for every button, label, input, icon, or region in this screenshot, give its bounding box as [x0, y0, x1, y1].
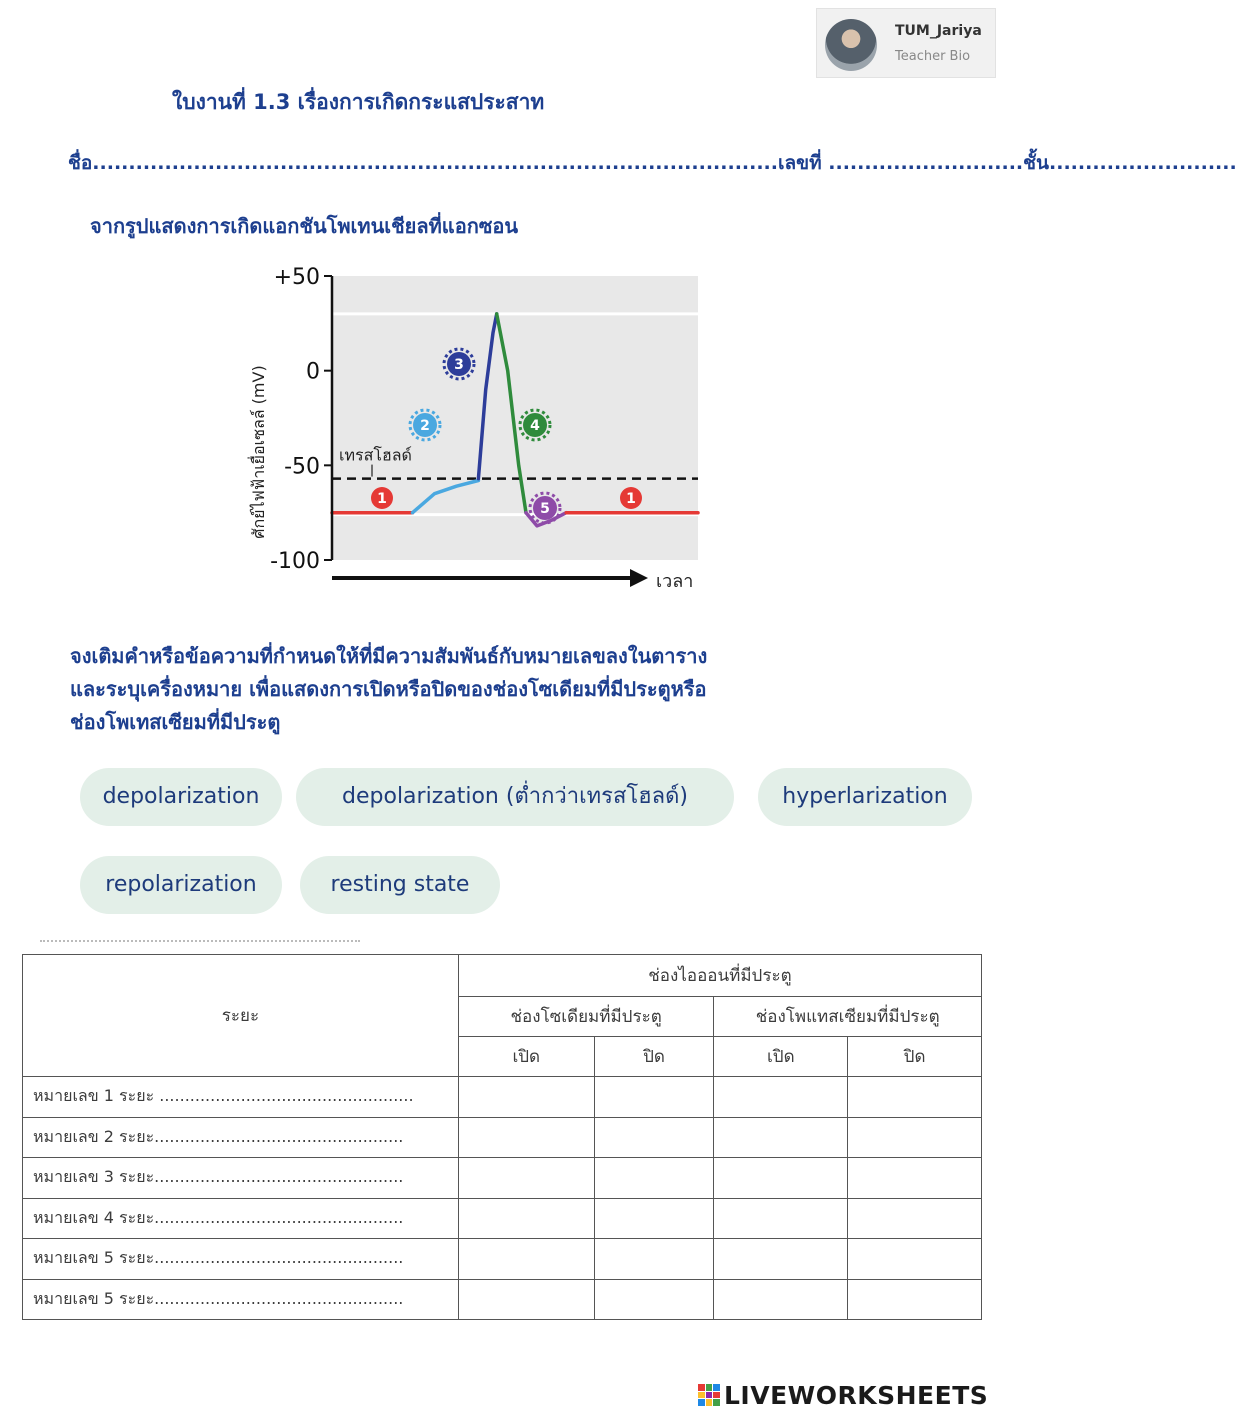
answer-cell[interactable]: [594, 1077, 714, 1118]
stage-header: ระยะ: [23, 955, 459, 1077]
answer-cell[interactable]: [458, 1158, 594, 1199]
answer-cell[interactable]: [594, 1158, 714, 1199]
answer-cell[interactable]: [848, 1198, 982, 1239]
instructions: [70, 640, 970, 739]
answer-cell[interactable]: [714, 1077, 848, 1118]
y-tick-label: +50: [273, 265, 320, 290]
chip-repolarization[interactable]: repolarization: [80, 856, 282, 914]
answer-cell[interactable]: [714, 1158, 848, 1199]
action-potential-chart: [232, 262, 702, 592]
worksheet-title: ใบงานที่ 1.3 เรื่องการเกิดกระแสประสาท: [172, 90, 545, 114]
answer-cell[interactable]: [458, 1279, 594, 1320]
row-label: หมายเลข 1 ระยะ ..................................................: [23, 1077, 459, 1118]
figure-caption: จากรูปแสดงการเกิดแอกชันโพเทนเชียลที่แอกซอน: [90, 214, 519, 238]
answer-cell[interactable]: [458, 1198, 594, 1239]
chip-resting-state[interactable]: resting state: [300, 856, 500, 914]
answer-cell[interactable]: [458, 1077, 594, 1118]
answer-cell[interactable]: [848, 1077, 982, 1118]
student-info-line: ชื่อ...............................................................................................เลขที่ ...........................ชั้น..........................: [68, 152, 1237, 174]
plot-background: [332, 276, 698, 560]
answer-cell[interactable]: [714, 1198, 848, 1239]
answer-cell[interactable]: [848, 1117, 982, 1158]
badge-number-2: 2: [420, 418, 430, 434]
answer-cell[interactable]: [594, 1117, 714, 1158]
chart-svg: [232, 262, 702, 592]
table-row: [23, 1077, 982, 1118]
y-tick-label: -50: [284, 454, 320, 480]
answer-cell[interactable]: [458, 1239, 594, 1280]
answer-cell[interactable]: [594, 1239, 714, 1280]
scan-artifact: [40, 940, 360, 948]
chip-depolarization[interactable]: depolarization: [80, 768, 282, 826]
badge-number-1: 1: [626, 491, 636, 507]
sodium-close-header: ปิด: [594, 1037, 714, 1077]
brand-icon: [698, 1384, 720, 1406]
badge-number-1: 1: [377, 491, 387, 507]
answer-cell[interactable]: [714, 1117, 848, 1158]
sodium-open-header: เปิด: [458, 1037, 594, 1077]
threshold-label: เทรสโฮลด์: [339, 445, 412, 465]
potassium-open-header: เปิด: [714, 1037, 848, 1077]
sodium-channel-header: ช่องโซเดียมที่มีประตู: [458, 997, 714, 1037]
chip-depolarization-subthreshold[interactable]: depolarization (ต่ำกว่าเทรสโฮลด์): [296, 768, 734, 826]
chip-hyperlarization[interactable]: hyperlarization: [758, 768, 972, 826]
badge-number-3: 3: [454, 357, 464, 373]
y-tick-label: -100: [270, 549, 320, 574]
y-axis-label: ศักย์ไฟฟ้าเยื่อเซลล์ (mV): [249, 365, 268, 539]
table-row: [23, 1198, 982, 1239]
answer-cell[interactable]: [594, 1198, 714, 1239]
x-axis-label: เวลา: [656, 571, 694, 592]
brand-name: LIVEWORKSHEETS: [724, 1380, 989, 1410]
instruction-line-2: และระบุเครื่องหมาย เพื่อแสดงการเปิดหรือปิดของช่องโซเดียมที่มีประตูหรือ: [70, 677, 707, 701]
teacher-badge[interactable]: [816, 8, 996, 78]
answer-cell[interactable]: [848, 1158, 982, 1199]
instruction-line-3: ช่องโพเทสเซียมที่มีประตู: [70, 710, 281, 734]
table-row: [23, 1158, 982, 1199]
row-label: หมายเลข 5 ระยะ.................................................: [23, 1279, 459, 1320]
row-label: หมายเลข 3 ระยะ.................................................: [23, 1158, 459, 1199]
potassium-close-header: ปิด: [848, 1037, 982, 1077]
answer-table: [22, 954, 982, 1320]
x-axis-arrowhead: [630, 569, 648, 587]
teacher-role: Teacher Bio: [895, 49, 971, 64]
answer-cell[interactable]: [458, 1117, 594, 1158]
ion-channel-header: ช่องไอออนที่มีประตู: [458, 955, 981, 997]
liveworksheets-logo[interactable]: [698, 1378, 988, 1412]
table-row: [23, 1279, 982, 1320]
row-label: หมายเลข 5 ระยะ.................................................: [23, 1239, 459, 1280]
y-tick-label: 0: [306, 359, 320, 385]
row-label: หมายเลข 2 ระยะ.................................................: [23, 1117, 459, 1158]
table-row: [23, 1117, 982, 1158]
answer-cell[interactable]: [848, 1279, 982, 1320]
instruction-line-1: จงเติมคำหรือข้อความที่กำหนดให้ที่มีความสัมพันธ์กับหมายเลขลงในตาราง: [70, 644, 708, 668]
answer-cell[interactable]: [594, 1279, 714, 1320]
badge-number-4: 4: [530, 418, 540, 434]
row-label: หมายเลข 4 ระยะ.................................................: [23, 1198, 459, 1239]
teacher-name: TUM_Jariya: [895, 23, 982, 39]
avatar: [825, 19, 877, 71]
badge-number-5: 5: [540, 501, 550, 517]
answer-cell[interactable]: [714, 1279, 848, 1320]
table-row: [23, 1239, 982, 1280]
answer-cell[interactable]: [848, 1239, 982, 1280]
answer-cell[interactable]: [714, 1239, 848, 1280]
potassium-channel-header: ช่องโพแทสเซียมที่มีประตู: [714, 997, 982, 1037]
